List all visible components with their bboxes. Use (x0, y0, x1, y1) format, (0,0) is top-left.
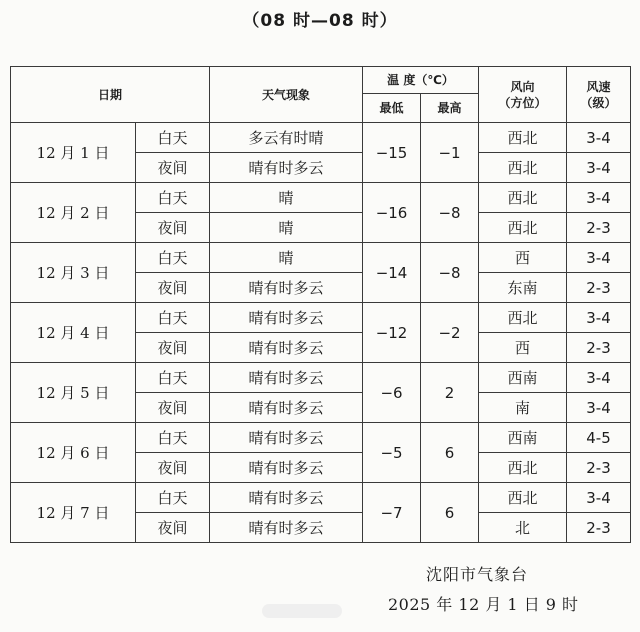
wind-speed-cell: 3-4 (567, 483, 631, 513)
wind-speed-cell: 2-3 (567, 273, 631, 303)
temp-min-cell: −5 (363, 423, 421, 483)
weather-cell: 晴有时多云 (210, 303, 363, 333)
issue-time: 2025 年 12 月 1 日 9 时 (388, 595, 579, 614)
weather-cell: 晴 (210, 243, 363, 273)
period-label: 夜间 (136, 213, 210, 243)
weather-cell: 晴有时多云 (210, 393, 363, 423)
wind-direction-cell: 东南 (479, 273, 567, 303)
wind-direction-cell: 西 (479, 243, 567, 273)
wind-direction-cell: 西北 (479, 123, 567, 153)
forecast-subtitle: （08 时—08 时） (242, 11, 398, 31)
weather-cell: 晴 (210, 213, 363, 243)
period-label: 夜间 (136, 393, 210, 423)
table-row (11, 123, 631, 153)
wind-direction-cell: 西南 (479, 423, 567, 453)
temp-max-cell: −2 (421, 303, 479, 363)
weather-cell: 晴有时多云 (210, 333, 363, 363)
issuer-name: 沈阳市气象台 (426, 565, 529, 584)
period-label: 夜间 (136, 273, 210, 303)
period-label: 白天 (136, 363, 210, 393)
wind-direction-cell: 西南 (479, 363, 567, 393)
table-row (11, 183, 631, 213)
wind-direction-cell: 西北 (479, 183, 567, 213)
temp-min-cell: −6 (363, 363, 421, 423)
wind-speed-cell: 3-4 (567, 303, 631, 333)
weather-cell: 晴有时多云 (210, 153, 363, 183)
header-date: 日期 (11, 67, 210, 123)
forecast-table-body (11, 123, 631, 543)
temp-min-cell: −15 (363, 123, 421, 183)
weather-cell: 晴有时多云 (210, 453, 363, 483)
wind-direction-cell: 西北 (479, 153, 567, 183)
wind-speed-cell: 3-4 (567, 393, 631, 423)
date-cell: 12 月 4 日 (11, 303, 136, 363)
wind-speed-cell: 2-3 (567, 333, 631, 363)
table-row (11, 483, 631, 513)
temp-max-cell: −1 (421, 123, 479, 183)
table-row (11, 423, 631, 453)
header-temperature: 温 度（℃） (363, 67, 479, 94)
wind-speed-cell: 3-4 (567, 123, 631, 153)
watermark (262, 604, 342, 618)
wind-speed-cell: 2-3 (567, 213, 631, 243)
table-row (11, 243, 631, 273)
period-label: 白天 (136, 303, 210, 333)
period-label: 夜间 (136, 333, 210, 363)
date-cell: 12 月 1 日 (11, 123, 136, 183)
period-label: 白天 (136, 183, 210, 213)
wind-speed-cell: 3-4 (567, 243, 631, 273)
wind-speed-cell: 2-3 (567, 513, 631, 543)
period-label: 白天 (136, 483, 210, 513)
wind-speed-cell: 2-3 (567, 453, 631, 483)
period-label: 白天 (136, 423, 210, 453)
date-cell: 12 月 5 日 (11, 363, 136, 423)
period-label: 夜间 (136, 513, 210, 543)
header-weather: 天气现象 (210, 67, 363, 123)
period-label: 夜间 (136, 153, 210, 183)
wind-direction-cell: 西 (479, 333, 567, 363)
table-header-row (11, 67, 631, 94)
period-label: 白天 (136, 243, 210, 273)
wind-direction-cell: 北 (479, 513, 567, 543)
temp-max-cell: −8 (421, 243, 479, 303)
wind-speed-cell: 3-4 (567, 153, 631, 183)
temp-min-cell: −12 (363, 303, 421, 363)
temp-max-cell: 6 (421, 423, 479, 483)
header-temp-min: 最低 (363, 94, 421, 123)
wind-direction-cell: 西北 (479, 453, 567, 483)
wind-direction-cell: 西北 (479, 303, 567, 333)
wind-speed-cell: 3-4 (567, 183, 631, 213)
header-wind-speed: 风速 （级） (567, 67, 631, 123)
wind-direction-cell: 西北 (479, 213, 567, 243)
header-wind-direction: 风向 （方位） (479, 67, 567, 123)
weather-cell: 晴有时多云 (210, 423, 363, 453)
weather-cell: 多云有时晴 (210, 123, 363, 153)
forecast-table (10, 66, 631, 543)
period-label: 白天 (136, 123, 210, 153)
weather-cell: 晴 (210, 183, 363, 213)
period-label: 夜间 (136, 453, 210, 483)
temp-min-cell: −14 (363, 243, 421, 303)
temp-max-cell: 2 (421, 363, 479, 423)
weather-cell: 晴有时多云 (210, 513, 363, 543)
weather-cell: 晴有时多云 (210, 363, 363, 393)
table-row (11, 363, 631, 393)
temp-max-cell: 6 (421, 483, 479, 543)
wind-direction-cell: 南 (479, 393, 567, 423)
table-row (11, 303, 631, 333)
date-cell: 12 月 6 日 (11, 423, 136, 483)
header-temp-max: 最高 (421, 94, 479, 123)
wind-speed-cell: 4-5 (567, 423, 631, 453)
temp-max-cell: −8 (421, 183, 479, 243)
wind-direction-cell: 西北 (479, 483, 567, 513)
weather-cell: 晴有时多云 (210, 483, 363, 513)
date-cell: 12 月 3 日 (11, 243, 136, 303)
date-cell: 12 月 2 日 (11, 183, 136, 243)
temp-min-cell: −16 (363, 183, 421, 243)
weather-cell: 晴有时多云 (210, 273, 363, 303)
wind-speed-cell: 3-4 (567, 363, 631, 393)
date-cell: 12 月 7 日 (11, 483, 136, 543)
temp-min-cell: −7 (363, 483, 421, 543)
